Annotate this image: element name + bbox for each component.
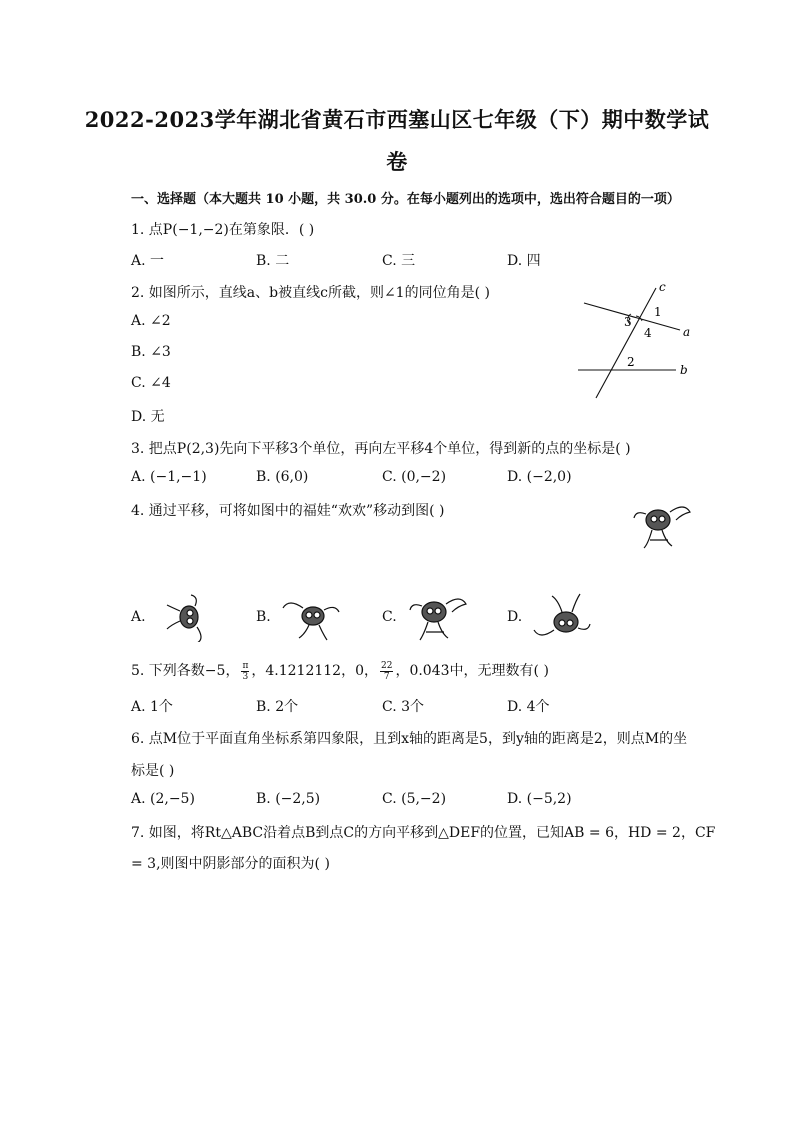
question-2-text: 2. 如图所示，直线a、b被直线c所截，则∠1的同位角是( ): [131, 285, 490, 301]
exam-title-line1: 2022-2023学年湖北省黄石市西塞山区七年级（下）期中数学试: [84, 107, 710, 132]
q1-option-b: B. 二: [256, 253, 290, 269]
figure-label: 1: [654, 305, 662, 319]
figure-label: 2: [627, 355, 635, 369]
q5-text-pre: 5. 下列各数−5，: [131, 663, 240, 679]
q3-option-d: D. (−2,0): [507, 469, 572, 485]
question-3-text: 3. 把点P(2,3)先向下平移3个单位，再向左平移4个单位，得到新的点的坐标是( ): [131, 441, 631, 457]
q5-option-c: C. 3个: [382, 699, 425, 715]
q3-option-a: A. (−1,−1): [131, 469, 207, 485]
exam-title-line2: 卷: [386, 149, 408, 174]
q6-option-d: D. (−5,2): [507, 791, 572, 807]
figure-label: 3: [624, 315, 632, 329]
huanhuan-option-b: [279, 594, 343, 642]
q4-option-a: A.: [131, 609, 146, 625]
question-6-text-line1: 6. 点M位于平面直角坐标系第四象限，且到x轴的距离是5，到y轴的距离是2，则点M的坐: [131, 731, 688, 747]
q5-option-a: A. 1个: [131, 699, 173, 715]
fraction-22-over-7: [380, 661, 393, 682]
q4-option-b: B.: [256, 609, 271, 625]
fraction-pi-over-3: [241, 661, 249, 682]
q5-option-b: B. 2个: [256, 699, 299, 715]
q5-text-mid: ，4.1212112，0，: [251, 663, 378, 679]
frac-denominator: 7: [383, 671, 390, 682]
question-5-text: [131, 660, 549, 682]
figure-label: a: [683, 325, 691, 339]
huanhuan-option-a: [156, 594, 218, 642]
q5-option-d: D. 4个: [507, 699, 550, 715]
q1-option-c: C. 三: [382, 253, 416, 269]
q5-text-post: ，0.0̇43̇中，无理数有( ): [395, 663, 549, 679]
q3-option-c: C. (0,−2): [382, 469, 447, 485]
question-7-text-line1: 7. 如图，将Rt△ABC沿着点B到点C的方向平移到△DEF的位置，已知AB = 6，HD = 2，CF: [131, 825, 716, 841]
q1-option-d: D. 四: [507, 253, 541, 269]
q6-option-a: A. (2,−5): [131, 791, 195, 807]
q2-option-b: B. ∠3: [131, 344, 171, 360]
question-6-text-line2: 标是( ): [131, 763, 175, 779]
frac-denominator: 3: [242, 671, 249, 682]
q2-option-c: C. ∠4: [131, 375, 171, 391]
figure-label: b: [680, 363, 688, 377]
question-1-text: 1. 点P(−1,−2)在第象限．( ): [131, 222, 315, 238]
frac-numerator: 22: [381, 660, 393, 671]
question-7-text-line2: = 3,则图中阴影部分的面积为( ): [131, 856, 330, 872]
q2-option-d: D. 无: [131, 409, 165, 425]
huanhuan-option-d: [532, 590, 594, 642]
q6-option-b: B. (−2,5): [256, 791, 321, 807]
line-a: [584, 303, 680, 330]
section-heading: 一、选择题（本大题共 10 小题，共 30.0 分。在每小题列出的选项中，选出符合题目的一项）: [131, 192, 680, 207]
q1-option-a: A. 一: [131, 253, 165, 269]
parallel-lines-figure: [572, 278, 702, 402]
q2-option-a: A. ∠2: [131, 313, 171, 329]
line-c: [596, 288, 656, 398]
huanhuan-figure: [632, 500, 694, 552]
frac-numerator: π: [242, 660, 249, 671]
q3-option-b: B. (6,0): [256, 469, 309, 485]
huanhuan-option-c: [406, 592, 468, 642]
question-4-text: 4. 通过平移，可将如图中的福娃“欢欢”移动到图( ): [131, 503, 445, 519]
q4-option-c: C.: [382, 609, 397, 625]
figure-label: 4: [644, 326, 652, 340]
q6-option-c: C. (5,−2): [382, 791, 447, 807]
figure-label: c: [659, 280, 666, 294]
q4-option-d: D.: [507, 609, 523, 625]
